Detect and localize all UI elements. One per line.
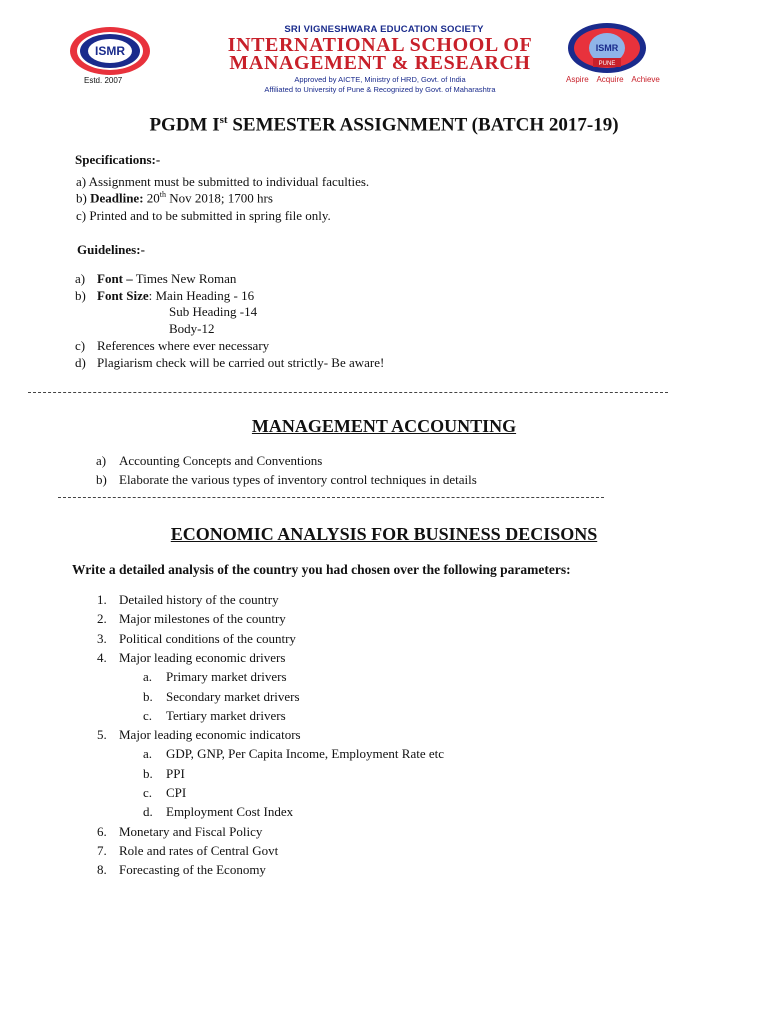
list-item: Employment Cost Index [166, 804, 294, 820]
motto [566, 75, 666, 84]
list-item: Tertiary market drivers [166, 707, 286, 723]
guideline-marker: c) [75, 338, 86, 353]
list-marker: 1. [97, 592, 107, 607]
deadline-label: Deadline: [90, 190, 144, 206]
motto-aspire: Aspire [566, 75, 589, 84]
approval-text: Approved by AICTE, Ministry of HRD, Govt. of India [294, 75, 466, 84]
title-suffix: SEMESTER ASSIGNMENT (BATCH 2017-19) [227, 114, 619, 136]
deadline-sup: th [159, 190, 167, 199]
divider [58, 497, 604, 498]
list-item: Secondary market drivers [166, 688, 300, 704]
list-marker: 4. [97, 649, 107, 665]
list-item: Detailed history of the country [119, 592, 279, 607]
deadline-rest: Nov 2018; 1700 hrs [166, 190, 273, 206]
heading-text: MANAGEMENT ACCOUNTING [251, 416, 517, 436]
specifications-label: Specifications:- [75, 152, 161, 167]
guideline-item: Plagiarism check will be carried out strictly- Be aware! [97, 355, 385, 370]
list-marker: a) [96, 453, 107, 468]
guideline-bold: Font Size [97, 288, 149, 303]
guideline-item [97, 271, 236, 287]
society-name: SRI VIGNESHWARA EDUCATION SOCIETY [284, 24, 484, 35]
motto-achieve: Achieve [631, 75, 660, 84]
list-marker: d. [143, 804, 153, 820]
guideline-item: Body-12 [169, 321, 215, 336]
list-item: Major milestones of the country [119, 611, 286, 627]
guideline-text: Times New Roman [132, 271, 237, 286]
list-item: Accounting Concepts and Conventions [119, 453, 323, 468]
heading-text: ECONOMIC ANALYSIS FOR BUSINESS DECISONS [170, 524, 598, 544]
guideline-text: : Main Heading - 16 [148, 288, 255, 303]
spec-b-prefix: b) [76, 190, 91, 206]
list-item: GDP, GNP, Per Capita Income, Employment Rate etc [166, 746, 445, 762]
list-marker: b. [143, 765, 153, 781]
list-item: Elaborate the various types of inventory control techniques in details [119, 472, 477, 487]
guideline-item [97, 288, 254, 304]
list-marker: b. [143, 688, 153, 704]
guideline-marker: d) [75, 355, 86, 370]
list-marker: 2. [97, 611, 107, 627]
list-item: Major leading economic indicators [119, 727, 301, 743]
list-item: Major leading economic drivers [119, 649, 286, 665]
guideline-item: References where ever necessary [97, 338, 270, 353]
motto-acquire: Acquire [596, 75, 624, 84]
list-marker: c. [143, 707, 153, 723]
list-item: PPI [166, 765, 185, 781]
list-marker: 8. [97, 862, 107, 878]
list-marker: 7. [97, 842, 107, 858]
guideline-marker: b) [75, 288, 86, 303]
list-marker: 5. [97, 727, 107, 743]
list-marker: c. [143, 785, 153, 800]
globe-seal-icon [566, 22, 648, 74]
left-seal-text: ISMR [95, 44, 125, 58]
list-marker: a. [143, 669, 153, 685]
right-logo [566, 22, 648, 74]
spec-item-b [76, 190, 273, 206]
list-marker: 3. [97, 630, 107, 646]
title-prefix: PGDM I [149, 114, 220, 136]
guidelines-label: Guidelines:- [77, 242, 145, 257]
list-marker: a. [143, 746, 153, 762]
list-marker: 6. [97, 823, 107, 839]
economic-analysis-heading [0, 524, 768, 545]
school-name-line1: INTERNATIONAL SCHOOL OF [227, 34, 533, 56]
list-item: CPI [166, 785, 187, 800]
affiliation-text: Affiliated to University of Pune & Recognized by Govt. of Maharashtra [264, 85, 496, 94]
guideline-item: Sub Heading -14 [169, 304, 258, 319]
guideline-marker: a) [75, 271, 86, 286]
page-title [0, 114, 768, 136]
guideline-bold: Font – [97, 271, 133, 286]
management-accounting-heading [0, 416, 768, 437]
list-marker: b) [96, 472, 107, 487]
spec-item-a: a) Assignment must be submitted to individual faculties. [76, 174, 370, 189]
divider [28, 392, 668, 393]
right-seal-text: ISMR [595, 43, 619, 53]
spec-item-c: c) Printed and to be submitted in spring file only. [76, 208, 331, 223]
list-item: Primary market drivers [166, 669, 287, 685]
list-item: Forecasting of the Economy [119, 862, 266, 878]
list-item: Political conditions of the country [119, 630, 296, 646]
instruction-text: Write a detailed analysis of the country you had chosen over the following parameters: [72, 562, 571, 577]
school-name-line2: MANAGEMENT & RESEARCH [229, 52, 531, 74]
list-item: Monetary and Fiscal Policy [119, 823, 263, 839]
title-sup: st [219, 114, 228, 126]
list-item: Role and rates of Central Govt [119, 842, 279, 858]
logo-text: PUNE [598, 61, 616, 67]
established-year: Estd. 2007 [84, 76, 123, 85]
deadline-date: 20 [143, 190, 160, 206]
